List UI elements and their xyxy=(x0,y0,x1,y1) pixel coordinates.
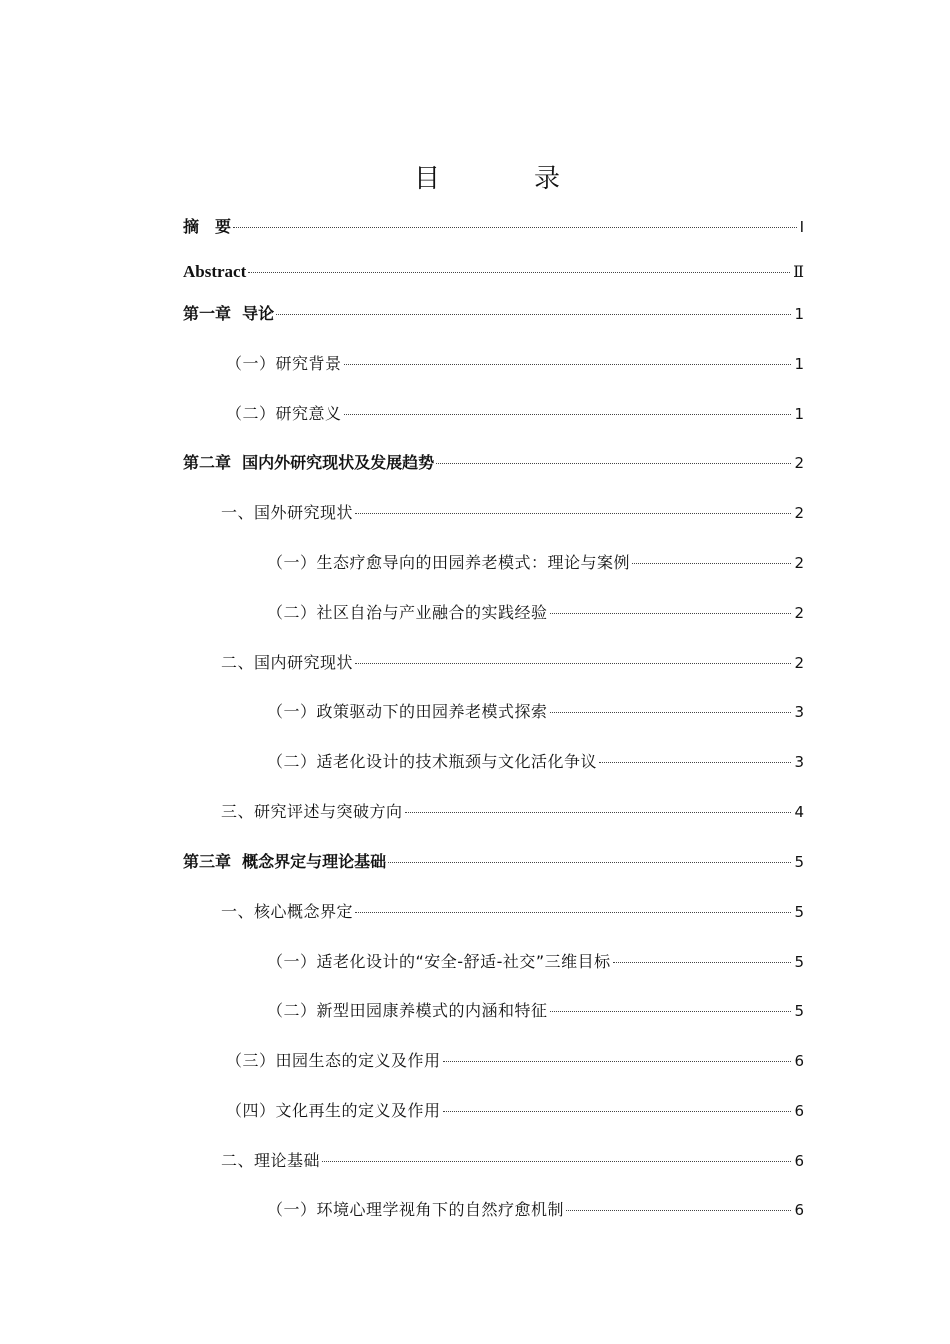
toc-entry-page-number: 6 xyxy=(794,1201,804,1219)
toc-entry-title: 第二章 国内外研究现状及发展趋势 xyxy=(183,453,435,472)
toc-entry-title: 三、研究评述与突破方向 xyxy=(221,802,403,821)
dot-leader xyxy=(550,711,792,713)
dot-leader xyxy=(355,911,791,913)
toc-heading: 目 录 xyxy=(413,164,594,194)
toc-entry[interactable] xyxy=(267,999,804,1023)
dot-leader xyxy=(632,562,791,564)
dot-leader xyxy=(550,1010,792,1012)
toc-entry-page-number: 2 xyxy=(794,654,804,672)
dot-leader xyxy=(443,1110,792,1112)
toc-entry[interactable] xyxy=(183,302,804,326)
toc-entry-page-number: 2 xyxy=(794,454,804,472)
toc-entry-page-number: 1 xyxy=(794,355,804,373)
toc-entry[interactable] xyxy=(267,551,804,575)
dot-leader xyxy=(344,413,792,415)
toc-entry[interactable] xyxy=(267,950,804,974)
toc-entry-title: Abstract xyxy=(183,262,247,281)
toc-entry[interactable] xyxy=(221,501,804,525)
toc-entry-page-number: 1 xyxy=(794,405,804,423)
toc-entry-page-number: 3 xyxy=(794,703,804,721)
toc-entry-page-number: I xyxy=(799,218,804,236)
dot-leader xyxy=(276,313,791,315)
toc-entry-title: （二）新型田园康养模式的内涵和特征 xyxy=(267,1001,548,1020)
toc-entry-page-number: 2 xyxy=(794,554,804,572)
toc-entry-title: 一、国外研究现状 xyxy=(221,503,354,522)
dot-leader xyxy=(388,861,791,863)
toc-entry-page-number: Ⅱ xyxy=(793,264,804,281)
toc-entry-title: （一）政策驱动下的田园养老模式探索 xyxy=(267,702,548,721)
toc-entry-title: 一、核心概念界定 xyxy=(221,902,354,921)
toc-entry-page-number: 5 xyxy=(794,1002,804,1020)
dot-leader xyxy=(613,961,792,963)
toc-entry[interactable] xyxy=(221,1149,804,1173)
toc-entry-title: 二、理论基础 xyxy=(221,1151,321,1170)
toc-entry-title: （三）田园生态的定义及作用 xyxy=(226,1051,441,1070)
dot-leader xyxy=(344,363,792,365)
toc-entry[interactable] xyxy=(221,800,804,824)
toc-entry-title: （一）生态疗愈导向的田园养老模式：理论与案例 xyxy=(267,553,631,572)
toc-entry[interactable] xyxy=(183,850,804,874)
dot-leader xyxy=(443,1060,792,1062)
dot-leader xyxy=(355,662,791,664)
toc-entry-page-number: 6 xyxy=(794,1102,804,1120)
toc-entry-title: 摘 要 xyxy=(183,217,232,236)
toc-entry[interactable] xyxy=(221,900,804,924)
toc-entry-page-number: 5 xyxy=(794,853,804,871)
toc-entry[interactable] xyxy=(226,1049,804,1073)
dot-leader xyxy=(233,226,797,228)
toc-entry[interactable] xyxy=(267,750,804,774)
toc-entry[interactable] xyxy=(267,1198,804,1222)
toc-entry[interactable] xyxy=(226,402,804,426)
toc-entry-title: （四）文化再生的定义及作用 xyxy=(226,1101,441,1120)
toc-entry-page-number: 1 xyxy=(794,305,804,323)
dot-leader xyxy=(566,1209,791,1211)
dot-leader xyxy=(436,462,791,464)
toc-entry-title: 第一章 导论 xyxy=(183,304,275,323)
dot-leader xyxy=(355,512,791,514)
toc-entry-title: 第三章 概念界定与理论基础 xyxy=(183,852,387,871)
toc-entry-title: （二）研究意义 xyxy=(226,404,342,423)
toc-entry-page-number: 6 xyxy=(794,1152,804,1170)
toc-entry-title: 二、国内研究现状 xyxy=(221,653,354,672)
toc-entry-title: （一）环境心理学视角下的自然疗愈机制 xyxy=(267,1200,565,1219)
toc-entry-title: （二）适老化设计的技术瓶颈与文化活化争议 xyxy=(267,752,598,771)
dot-leader xyxy=(248,271,790,273)
dot-leader xyxy=(550,612,792,614)
toc-entry[interactable] xyxy=(226,352,804,376)
dot-leader xyxy=(599,761,791,763)
toc-entry-page-number: 6 xyxy=(794,1052,804,1070)
toc-entry-page-number: 5 xyxy=(794,953,804,971)
toc-entry-page-number: 3 xyxy=(794,753,804,771)
toc-entry-page-number: 2 xyxy=(794,604,804,622)
dot-leader xyxy=(405,811,792,813)
toc-entry-title: （一）研究背景 xyxy=(226,354,342,373)
dot-leader xyxy=(322,1160,791,1162)
toc-entry-title: （二）社区自治与产业融合的实践经验 xyxy=(267,603,548,622)
toc-entry-page-number: 4 xyxy=(794,803,804,821)
toc-entry[interactable] xyxy=(221,651,804,675)
toc-entry[interactable] xyxy=(267,601,804,625)
toc-entry-page-number: 5 xyxy=(794,903,804,921)
toc-entry[interactable] xyxy=(183,260,804,284)
toc-entry[interactable] xyxy=(226,1099,804,1123)
toc-entry-title: （一）适老化设计的“安全-舒适-社交”三维目标 xyxy=(267,952,611,971)
toc-entry-page-number: 2 xyxy=(794,504,804,522)
toc-entry[interactable] xyxy=(183,451,804,475)
toc-entry[interactable] xyxy=(267,700,804,724)
toc-entry[interactable] xyxy=(183,215,804,239)
